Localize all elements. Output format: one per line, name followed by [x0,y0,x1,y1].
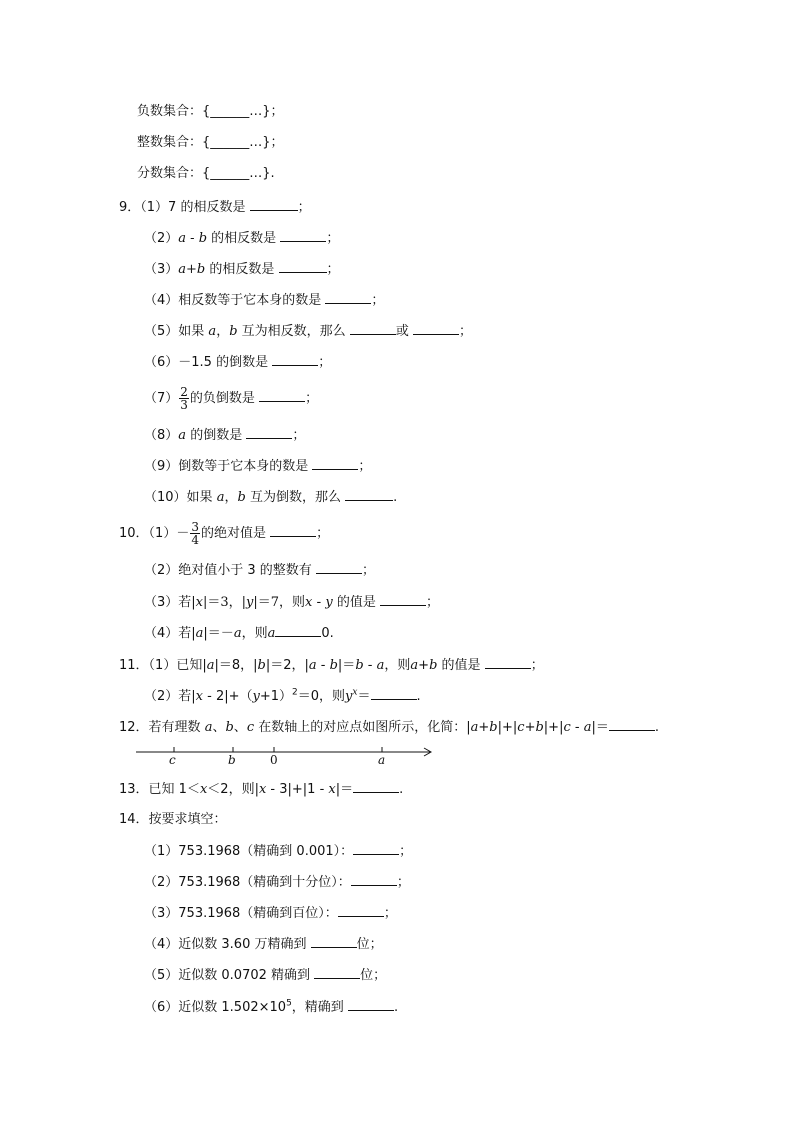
fraction-two-thirds: $\frac{2}{3}$ [180,385,188,412]
q14-part5: （5）近似数 0.0702 精确到 位； [144,968,387,983]
label-a: a [378,753,386,767]
answer-blank[interactable] [259,389,305,402]
answer-blank[interactable] [272,353,318,366]
q13-text: 13．已知 1＜x＜2，则|x - 3|+|1 - x|＝ . [119,782,404,797]
q9-part7: （7） $\frac{2}{3}$ 的负倒数是 ； [144,385,319,412]
label-c: c [169,753,176,767]
answer-blank[interactable] [325,291,371,304]
answer-blank[interactable] [609,718,655,731]
q14-part4: （4）近似数 3.60 万精确到 位； [144,937,383,952]
q9-part6: （6）－1.5 的倒数是 ； [144,355,332,370]
answer-blank[interactable] [250,198,298,211]
answer-blank[interactable] [275,624,321,637]
q10-part4: （4）若|a|＝－a，则a 0. [144,626,334,641]
answer-blank[interactable] [348,998,394,1011]
q9-part2: （2）a - b 的相反数是 ； [144,231,340,246]
answer-blank[interactable] [485,656,531,669]
q10-part1: 10．（1）－ $\frac{3}{4}$ 的绝对值是 ； [119,520,330,547]
q14-part1: （1）753.1968（精确到 0.001）： ； [144,844,413,859]
q14-part3: （3）753.1968（精确到百位）： ； [144,906,397,921]
q9-part3: （3）a+b 的相反数是 ； [144,262,340,277]
answer-blank[interactable] [280,229,326,242]
q14-part6: （6）近似数 $1.502\times 10^5$，精确到 . [144,998,399,1015]
answer-blank[interactable] [353,842,399,855]
answer-blank[interactable] [338,904,384,917]
answer-blank[interactable] [246,426,292,439]
negative-set-line: 负数集合：{______…}； [137,104,284,119]
q10-part3: （3）若|x|＝3，|y|＝7，则x - y 的值是 ； [144,595,440,610]
q10-part2: （2）绝对值小于 3 的整数有 ； [144,563,375,578]
integer-set-line: 整数集合：{______…}； [137,135,284,150]
answer-blank[interactable] [314,966,360,979]
fraction-set-line: 分数集合：{______…}. [137,166,275,181]
label-b: b [228,753,236,767]
answer-blank[interactable] [380,593,426,606]
q9-part5: （5）如果 a，b 互为相反数，那么 或 ； [144,324,472,339]
q9-part1: 9．（1）7 的相反数是 ； [119,200,311,215]
q9-part9: （9）倒数等于它本身的数是 ； [144,459,372,474]
answer-blank[interactable] [270,524,316,537]
answer-blank[interactable] [312,457,358,470]
answer-blank[interactable] [353,780,399,793]
answer-blank[interactable] [350,322,396,335]
answer-blank[interactable] [345,488,393,501]
q12-text: 12．若有理数 a、b、c 在数轴上的对应点如图所示，化简：|a+b|+|c+b|+|c - a|＝ . [119,720,659,735]
answer-blank[interactable] [316,561,362,574]
answer-blank[interactable] [279,260,327,273]
fraction-three-quarters: $\frac{3}{4}$ [191,520,199,547]
q11-part2: （2）若$|x - 2|+(y+1)^2=0$，则$y^x=$ . [144,687,421,704]
answer-blank[interactable] [371,687,417,700]
q9-part10: （10）如果 a，b 互为倒数，那么 . [144,490,398,505]
q14-title: 14．按要求填空： [119,812,227,827]
answer-blank[interactable] [311,935,357,948]
answer-blank[interactable] [351,873,397,886]
q11-part1: 11．（1）已知|a|＝8，|b|＝2，|a - b|＝b - a，则a+b 的值是 ； [119,658,544,673]
answer-blank[interactable] [413,322,459,335]
q9-part8: （8）a 的倒数是 ； [144,428,306,443]
label-zero: 0 [270,753,278,767]
q9-part4: （4）相反数等于它本身的数是 ； [144,293,385,308]
q14-part2: （2）753.1968（精确到十分位）： ； [144,875,410,890]
number-line [134,741,438,761]
